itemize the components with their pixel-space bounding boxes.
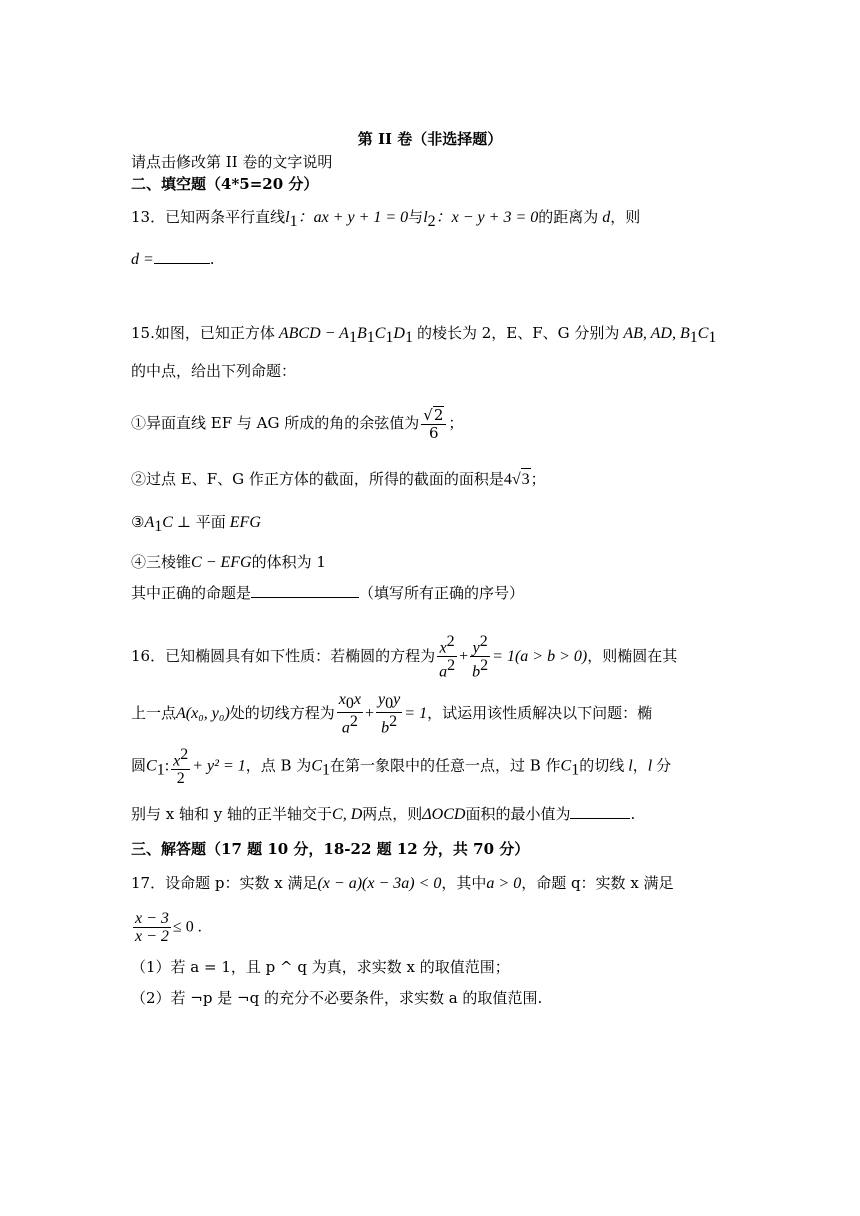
q15-prop4: ④三棱锥C − EFG的体积为 1 [131,553,326,571]
q17-line1: 17．设命题 p：实数 x 满足(x − a)(x − 3a) < 0，其中a > 0，命题 q：实数 x 满足 [131,874,674,892]
q13-answer-blank[interactable] [154,249,210,264]
q13-answer-prefix: d = [131,251,154,268]
q17-sub1: （1）若 a = 1，且 p ^ q 为真，求实数 x 的取值范围； [131,958,510,976]
q16-line4: 别与 x 轴和 y 轴的正半轴交于C, D两点，则ΔOCD面积的最小值为 . [131,805,636,823]
q15-text-a: 如图，已知正方体 [154,324,275,342]
q13-text-a: 已知两条平行直线 [165,208,286,226]
q15-number: 15. [131,324,155,342]
q13-text-c: 的距离为 [538,208,599,226]
q13-eq1: ：ax + y + 1 = 0 [297,209,409,226]
q15-answer-blank[interactable] [251,583,359,598]
q13-eq2: ：x − y + 3 = 0 [435,209,539,226]
q13-answer-end: . [209,250,215,268]
q13-answer-line [131,248,740,271]
q15-text-b: 的棱长为 2，E、F、G 分别为 [416,324,620,342]
q15-line2: 的中点，给出下列命题： [131,362,297,380]
q15-prop3: $③A_1C$ ⊥ 平面 EFG [131,513,261,535]
q15-prop1-text: ①异面直线 EF 与 AG 所成的角的余弦值为 [131,414,420,432]
q15-prop1-fraction: $\frac{√2}{6}$ [421,406,446,442]
q13-text-b: 与 [408,208,424,226]
q13-line1: 13．已知两条平行直线$l_1$：ax + y + 1 = 0与$l_2$：x − y + 3 = 0的距离为 d，则 [131,208,641,230]
q16-answer-blank[interactable] [570,804,630,819]
q15-conclusion: 其中正确的命题是 （填写所有正确的序号） [131,584,525,602]
q15-line1: 15.如图，已知正方体 ABCD − $A_1B_1C_1D_1$ 的棱长为 2，E、F、G 分别为 AB, AD, $B_1C_1$ [131,324,717,347]
q15-edges: AB, AD, B [623,325,690,342]
section-title: 第 II 卷（非选择题） [357,130,503,148]
q15-prop1: ①异面直线 EF 与 AG 所成的角的余弦值为 $\frac{√2}{6}$ ； [131,406,464,442]
q16-line1: 16．已知椭圆具有如下性质：若椭圆的方程为 $\frac{x^2}{a^2}$ + $\frac{y^2}{b^2}$ = 1(a > b > 0)，则椭圆在其 [131,633,678,681]
q17-sub2: （2）若 ¬p 是 ¬q 的充分不必要条件，求实数 a 的取值范围. [131,989,543,1007]
q13-text-d: ，则 [610,208,641,226]
part3-heading: 三、解答题（17 题 10 分，18-22 题 12 分，共 70 分） [131,840,530,858]
q16-line3: 圆$C_1$: $\frac{x^2}{2}$ + y² = 1，点 B 为$C_1$在第一象限中的任意一点，过 B 作$C_1$的切线 l，l 分 [131,746,672,788]
section-note: 请点击修改第 II 卷的文字说明 [131,153,333,171]
q15-prop2-text: ②过点 E、F、G 作正方体的截面，所得的截面的面积是 [131,470,504,488]
part2-heading: 二、填空题（4*5=20 分） [131,175,319,193]
q17-line2: $\frac{x - 3}{x - 2}$ ≤ 0 . [135,910,202,945]
q15-prop2: ②过点 E、F、G 作正方体的截面，所得的截面的面积是4√3； [131,468,740,491]
q13-number: 13． [131,208,166,226]
q16-line2: 上一点A(x₀, y₀)处的切线方程为 $\frac{x_0x}{a^2}$ + $\frac{y_0y}{b^2}$ = 1，试运用该性质解决以下问题：椭 [131,691,653,737]
